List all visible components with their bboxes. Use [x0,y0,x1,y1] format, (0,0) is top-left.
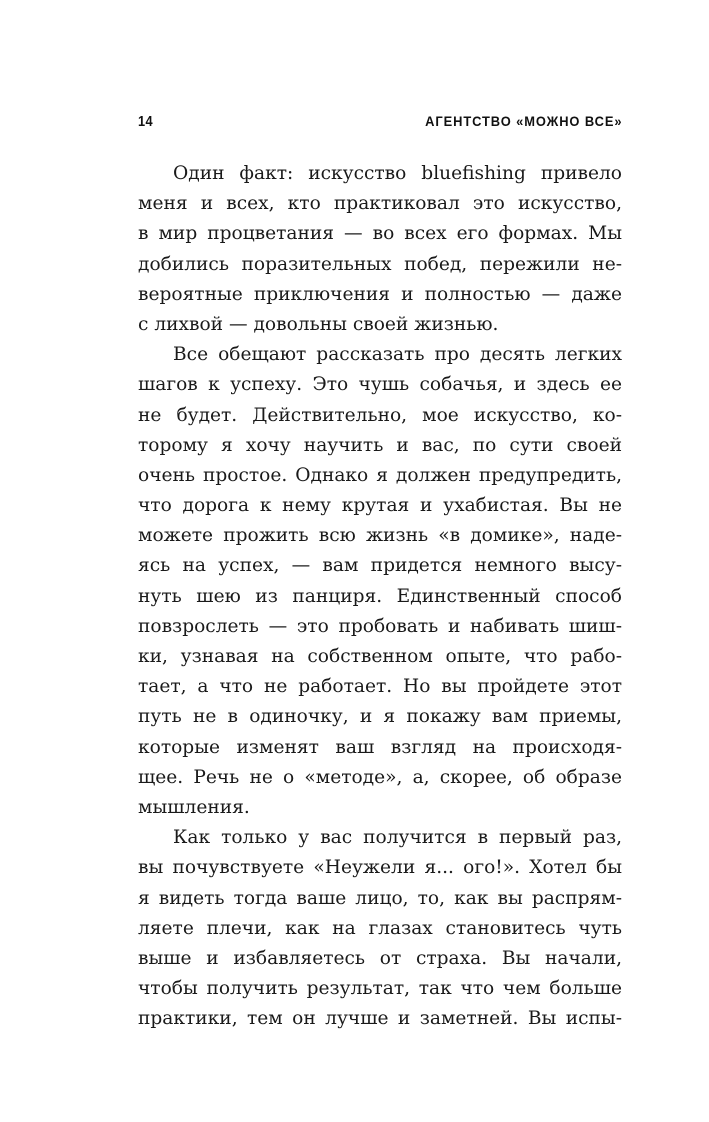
text-line: Как только у вас получится в первый раз, [173,827,622,849]
text-line: щее. Речь не о «методе», а, скорее, об образе [138,766,622,788]
text-line: Один факт: искусство bluefishing привело [173,163,622,184]
text-line: что дорога к нему крутая и ухабистая. Вы не [138,495,622,517]
text-line: тает, а что не работает. Но вы пройдете этот [138,676,622,698]
text-line: шагов к успеху. Это чушь собачья, и здесь ее [138,374,622,396]
paragraph [138,340,622,823]
text-line: очень простое. Однако я должен предупредить, [138,464,622,486]
text-line: практики, тем он лучше и заметней. Вы испы- [138,1008,622,1030]
text-line: я видеть тогда ваше лицо, то, как вы распрям- [138,887,622,909]
running-head [138,113,622,135]
text-line: которые изменят ваш взгляд на происходя- [138,736,622,758]
text-line: не будет. Действительно, мое искусство, ко- [138,404,622,426]
text-line: торому я хочу научить и вас, по сути своей [138,434,622,456]
text-line: с лихвой — довольны своей жизнью. [138,313,499,335]
text-line: меня и всех, кто практиковал это искусство, [138,193,622,215]
text-line: можете прожить всю жизнь «в домике», наде- [138,525,622,547]
text-line: в мир процветания — во всех его формах. Мы [138,223,622,245]
page-number: 14 [138,113,154,130]
text-line: Все обещают рассказать про десять легких [173,344,622,366]
text-line: добились поразительных побед, пережили не- [138,253,622,275]
text-line: повзрослеть — это пробовать и набивать шиш- [138,615,622,637]
text-line: ясь на успех, — вам придется немного высу- [138,555,622,577]
paragraph [138,823,622,1034]
running-title: АГЕНТСТВО «МОЖНО ВСЕ» [424,113,622,129]
text-line: выше и избавляетесь от страха. Вы начали, [138,947,622,969]
body-text [138,159,622,1034]
paragraph [138,159,622,340]
text-line: вы почувствуете «Неужели я... ого!». Хотел бы [138,857,622,879]
text-line: ляете плечи, как на глазах становитесь чуть [138,917,622,939]
text-line: мышления. [138,796,250,818]
text-line: нуть шею из панциря. Единственный способ [138,585,622,607]
text-line: чтобы получить результат, так что чем больше [138,978,622,1000]
text-line: вероятные приключения и полностью — даже [138,283,622,305]
text-line: путь не в одиночку, и я покажу вам приемы, [138,706,622,728]
text-line: ки, узнавая на собственном опыте, что рабо- [138,646,622,667]
